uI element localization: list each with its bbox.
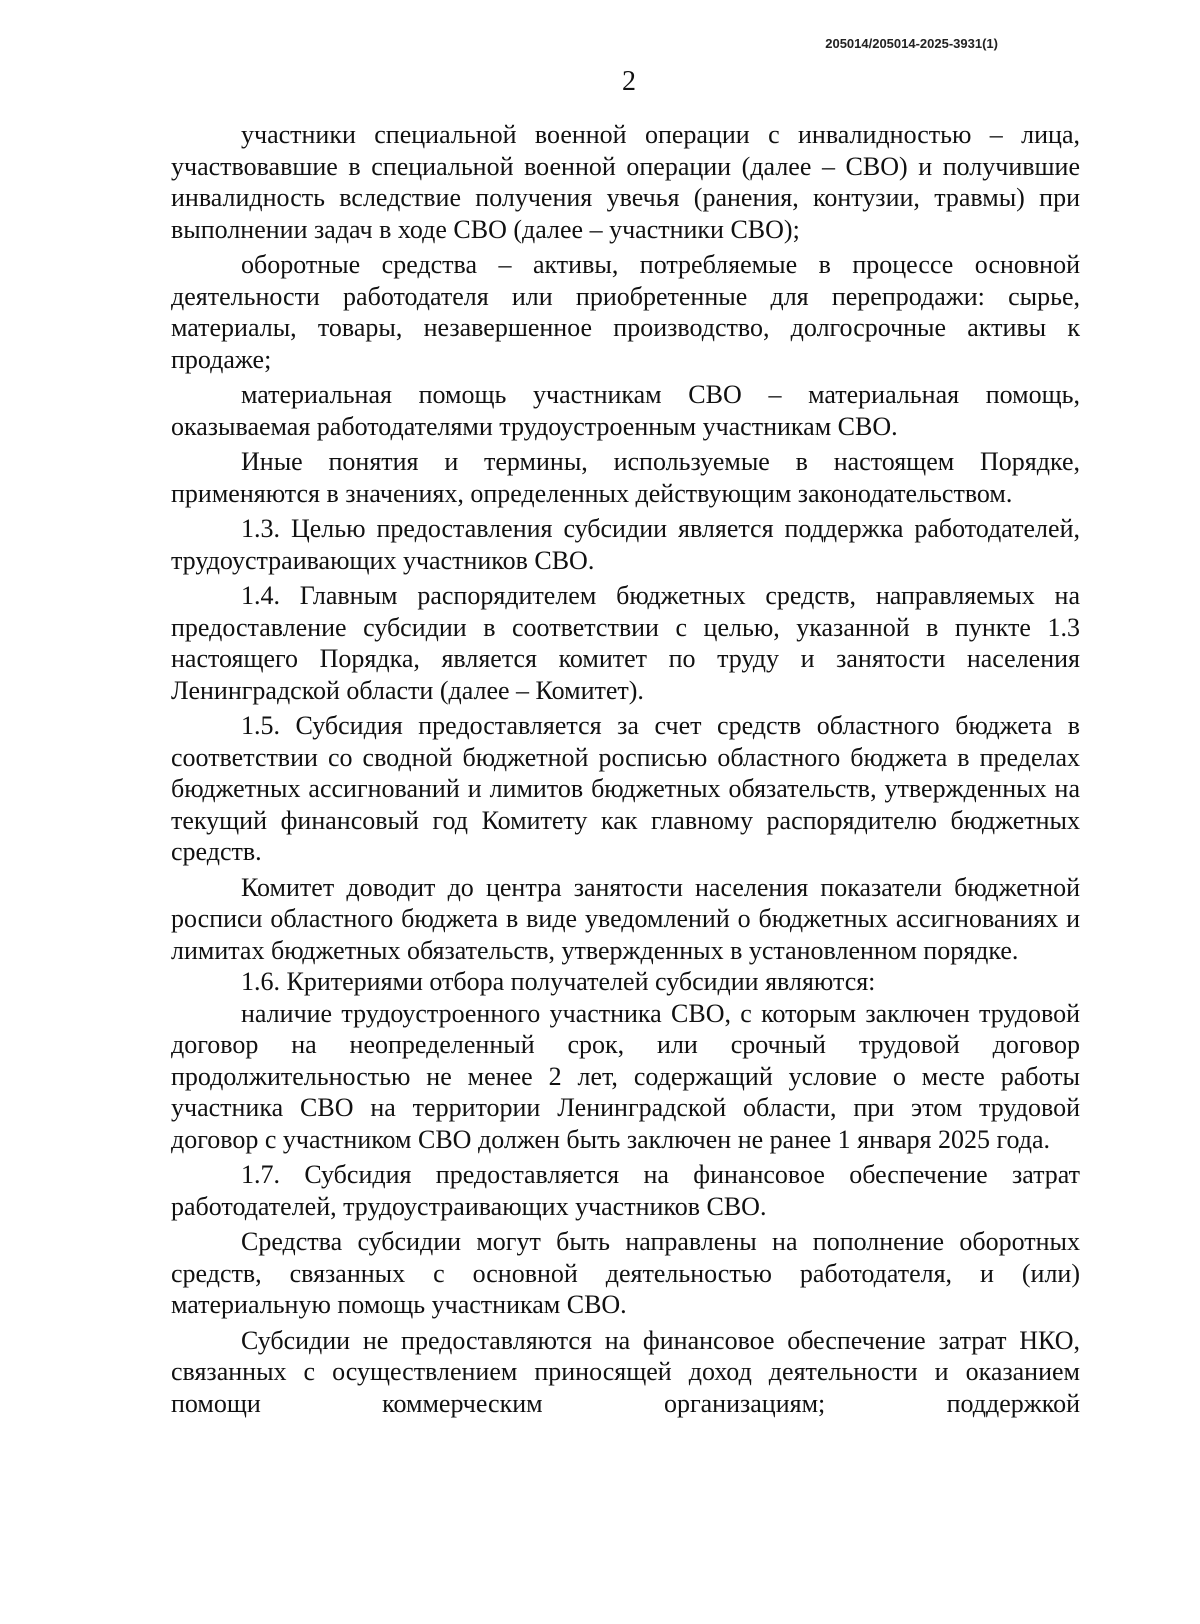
paragraph-selection-criteria: наличие трудоустроенного участника СВО, с которым заключен трудовой договор на неопределенный срок, или срочный трудовой договор продолжительностью не менее 2 лет, содержащий условие о месте работы участника СВО на территории Ленинградской области, при этом трудовой договор с участником СВО должен быть заключен не ранее 1 января 2025 года. (171, 998, 1080, 1154)
document-body (171, 119, 1080, 1419)
paragraph-1-4: 1.4. Главным распорядителем бюджетных средств, направляемых на предоставление субсидии в соответствии с целью, указанной в пункте 1.3 настоящего Порядка, является комитет по труду и занятости населения Ленинградской области (далее – Комитет). (171, 581, 1080, 705)
paragraph-subsidy-usage: Средства субсидии могут быть направлены на пополнение оборотных средств, связанных с основной деятельностью работодателя, и (или) материальную помощь участникам СВО. (171, 1227, 1080, 1319)
paragraph-definition-working-capital: оборотные средства – активы, потребляемые в процессе основной деятельности работодателя или приобретенные для перепродажи: сырье, материалы, товары, незавершенное производство, долгосрочные активы к продаже; (171, 250, 1080, 374)
paragraph-1-6: 1.6. Критериями отбора получателей субсидии являются: (241, 967, 876, 996)
paragraph-1-3: 1.3. Целью предоставления субсидии является поддержка работодателей, трудоустраивающих участников СВО. (171, 514, 1080, 575)
page-number: 2 (622, 66, 636, 97)
paragraph-definition-material-aid: материальная помощь участникам СВО – материальная помощь, оказываемая работодателями трудоустроенным участникам СВО. (171, 380, 1080, 441)
paragraph-other-terms: Иные понятия и термины, используемые в настоящем Порядке, применяются в значениях, определенных действующим законодательством. (171, 447, 1080, 508)
paragraph-committee-notification: Комитет доводит до центра занятости населения показатели бюджетной росписи областного бюджета в виде уведомлений о бюджетных ассигнованиях и лимитах бюджетных обязательств, утвержденных в установленном порядке. (171, 872, 1080, 965)
paragraph-1-7: 1.7. Субсидия предоставляется на финансовое обеспечение затрат работодателей, трудоустраивающих участников СВО. (171, 1160, 1080, 1221)
paragraph-definition-svo-participants: участники специальной военной операции с инвалидностью – лица, участвовавшие в специальной военной операции (далее – СВО) и получившие инвалидность вследствие получения увечья (ранения, контузии, травмы) при выполнении задач в ходе СВО (далее – участники СВО); (171, 120, 1080, 244)
paragraph-1-5: 1.5. Субсидия предоставляется за счет средств областного бюджета в соответствии со сводной бюджетной росписью областного бюджета в пределах бюджетных ассигнований и лимитов бюджетных обязательств, утвержденных на текущий финансовый год Комитету как главному распорядителю бюджетных средств. (171, 711, 1080, 866)
document-registration-number: 205014/205014-2025-3931(1) (825, 36, 998, 51)
paragraph-subsidy-restrictions: Субсидии не предоставляются на финансовое обеспечение затрат НКО, связанных с осуществлением приносящей доход деятельности и оказанием помощи коммерческим организациям; поддержкой (171, 1325, 1080, 1418)
